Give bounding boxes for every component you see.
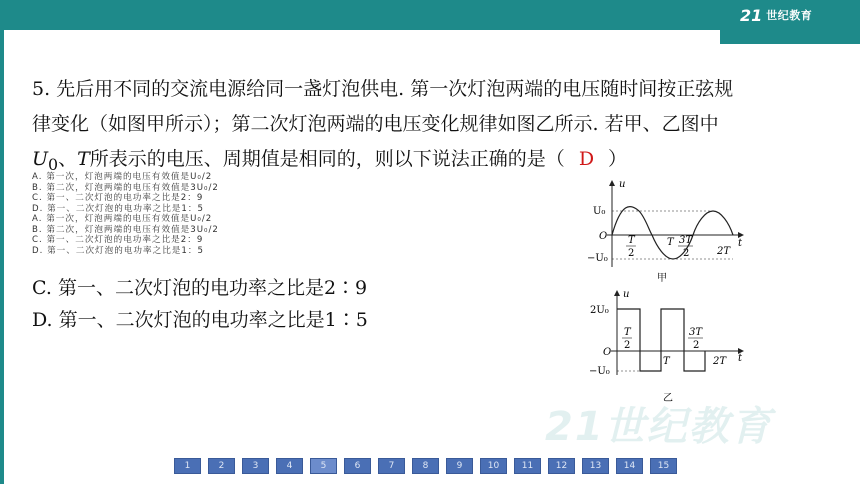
jia-tick-2t: 2T <box>717 246 731 257</box>
small-option: A. 第一次，灯泡两端的电压有效值是U₀/2 <box>32 214 213 224</box>
option-c: C. 第一、二次灯泡的电功率之比是2∶9 <box>32 277 368 299</box>
page-button-12[interactable]: 12 <box>548 458 575 474</box>
yi-tick-t2-num: T <box>624 327 631 338</box>
logo-text: 世纪教育 <box>766 9 813 22</box>
close-paren: ） <box>608 148 628 170</box>
jia-tick-t2-den: 2 <box>628 248 635 259</box>
banner-notch <box>720 30 860 44</box>
page-button-8[interactable]: 8 <box>412 458 439 474</box>
jia-tick-3t2-num: 3T <box>679 235 693 246</box>
var-u-sub: 0 <box>48 154 59 174</box>
small-option: B. 第二次，灯泡两端的电压有效值是3U₀/2 <box>32 182 219 193</box>
answer-choice: D <box>578 148 595 170</box>
jia-caption: 甲 <box>657 273 667 284</box>
yi-tick-t2-den: 2 <box>624 340 631 351</box>
yi-2u0-label: 2U₀ <box>590 305 609 316</box>
yi-t-label: t <box>738 353 743 364</box>
page-button-1[interactable]: 1 <box>174 458 201 474</box>
question-line-3-rest: 所表示的电压、周期值是相同的，则以下说法正确的是（ <box>89 148 565 170</box>
small-option: D. 第一、二次灯泡的电功率之比是1：5 <box>32 245 204 256</box>
figure-jia <box>587 179 743 284</box>
yi-u-label: u <box>623 289 630 300</box>
top-banner <box>0 0 860 30</box>
var-sep: 、 <box>58 148 78 170</box>
page-button-5[interactable]: 5 <box>310 458 337 474</box>
page-button-10[interactable]: 10 <box>480 458 507 474</box>
jia-u-label: u <box>619 179 626 190</box>
yi-tick-3t2-num: 3T <box>689 327 703 338</box>
options-list <box>32 272 452 336</box>
yi-tick-t: T <box>663 356 670 367</box>
var-t: T <box>77 148 90 170</box>
question-line-1: 5. 先后用不同的交流电源给同一盏灯泡供电. 第一次灯泡两端的电压随时间按正弦规 <box>32 78 734 100</box>
jia-u0-label: U₀ <box>593 206 606 217</box>
jia-t-label: t <box>738 238 743 249</box>
yi-tick-2t: 2T <box>713 356 727 367</box>
page-button-11[interactable]: 11 <box>514 458 541 474</box>
jia-tick-t: T <box>667 237 674 248</box>
jia-tick-t2-num: T <box>628 235 635 246</box>
small-option: A. 第一次，灯泡两端的电压有效值是U₀/2 <box>32 172 213 182</box>
figure-graphs <box>585 175 765 405</box>
small-option: D. 第一、二次灯泡的电功率之比是1：5 <box>32 203 204 214</box>
page-button-9[interactable]: 9 <box>446 458 473 474</box>
jia-origin-label: O <box>599 231 608 242</box>
page-button-14[interactable]: 14 <box>616 458 643 474</box>
page-button-7[interactable]: 7 <box>378 458 405 474</box>
jia-negu0-label: −U₀ <box>587 253 608 264</box>
yi-tick-3t2-den: 2 <box>693 340 700 351</box>
logo-mark: 21 <box>740 5 763 25</box>
compressed-options <box>32 172 422 256</box>
jia-tick-3t2-den: 2 <box>683 248 690 259</box>
left-accent-bar <box>0 30 4 484</box>
question-text <box>32 72 832 182</box>
page-button-4[interactable]: 4 <box>276 458 303 474</box>
brand-logo <box>740 4 812 26</box>
question-line-2: 律变化（如图甲所示）；第二次灯泡两端的电压变化规律如图乙所示. 若甲、乙图中 <box>32 113 719 135</box>
small-option: C. 第一、二次灯泡的电功率之比是2：9 <box>32 235 204 245</box>
page-button-3[interactable]: 3 <box>242 458 269 474</box>
small-option: C. 第一、二次灯泡的电功率之比是2：9 <box>32 193 204 203</box>
page-button-2[interactable]: 2 <box>208 458 235 474</box>
var-u: U <box>32 148 49 170</box>
yi-negu0-label: −U₀ <box>589 366 610 377</box>
option-d: D. 第一、二次灯泡的电功率之比是1∶5 <box>32 309 368 331</box>
yi-caption: 乙 <box>663 393 673 404</box>
yi-origin-label: O <box>603 347 612 358</box>
brand-watermark: 21世纪教育 <box>545 404 773 450</box>
page-button-13[interactable]: 13 <box>582 458 609 474</box>
page-button-6[interactable]: 6 <box>344 458 371 474</box>
page-navigator <box>174 458 677 474</box>
small-option: B. 第二次，灯泡两端的电压有效值是3U₀/2 <box>32 224 219 235</box>
figure-yi <box>589 289 743 404</box>
page-button-15[interactable]: 15 <box>650 458 677 474</box>
